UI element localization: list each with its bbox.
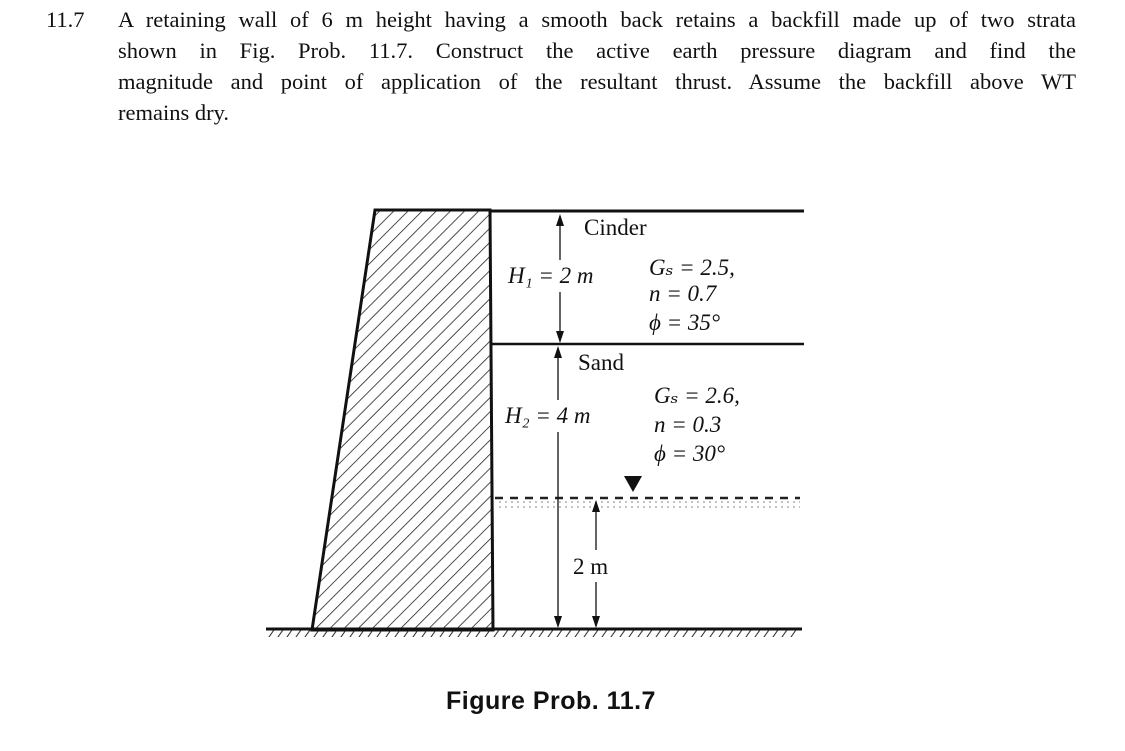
layer2-friction-angle: ϕ = 30° <box>654 441 726 466</box>
layer1-friction-angle: ϕ = 35° <box>649 310 721 335</box>
h1-arrow-up-icon <box>556 214 564 226</box>
problem-line: A retaining wall of 6 m height having a smooth back retains a backfill made up of two strata <box>118 7 1076 32</box>
layer1-name: Cinder <box>584 215 647 240</box>
h2-label: H₂ = 4 m <box>505 403 591 428</box>
layer2-gs: Gₛ = 2.6, <box>654 383 740 408</box>
figure-caption: Figure Prob. 11.7 <box>446 687 656 715</box>
water-zone-dots <box>495 501 800 509</box>
layer1-gs: Gₛ = 2.5, <box>649 255 735 280</box>
h1-arrow-down-icon <box>556 331 564 343</box>
problem-line: magnitude and point of application of the resultant thrust. Assume the backfill above WT <box>118 69 1076 94</box>
retaining-wall <box>312 210 493 630</box>
h2-arrow-down-icon <box>554 616 562 628</box>
problem-number: 11.7 <box>46 7 85 32</box>
retaining-wall-figure <box>0 180 1125 751</box>
water-table-depth-label: 2 m <box>573 554 609 579</box>
layer2-name: Sand <box>578 350 624 375</box>
problem-statement <box>0 0 1125 140</box>
h1-label: H₁ = 2 m <box>508 263 594 288</box>
problem-line: shown in Fig. Prob. 11.7. Construct the active earth pressure diagram and find the <box>118 38 1076 63</box>
wt-arrow-down-icon <box>592 616 600 628</box>
problem-text <box>118 4 1076 128</box>
problem-line: remains dry. <box>118 100 230 125</box>
layer2-porosity: n = 0.3 <box>654 412 722 437</box>
water-table-icon <box>624 476 642 492</box>
layer1-porosity: n = 0.7 <box>649 281 717 306</box>
h2-arrow-up-icon <box>554 346 562 358</box>
